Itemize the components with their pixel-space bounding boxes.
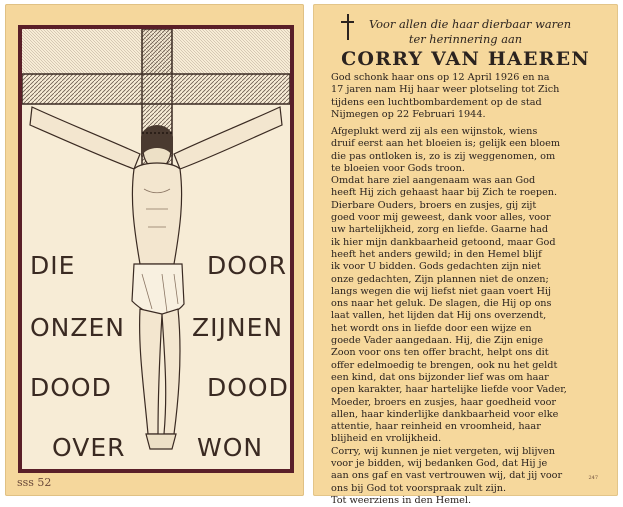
motto-word: OVER — [52, 433, 126, 462]
text-line: uw hartelijkheid, zorg en liefde. Gaarne had — [331, 224, 549, 236]
left-arm — [30, 107, 140, 169]
text-line: blijheid en vrolijkheid. — [331, 433, 442, 445]
text-line: heeft het anders gewild; in den Hemel blijf — [331, 248, 542, 260]
text-line: langs wegen die wij liefst niet gaan voert Hij — [331, 285, 551, 297]
text-line: ik hier mijn dankbaarheid getoond, maar God — [331, 236, 556, 248]
text-line: Tot weerziens in den Hemel. — [331, 494, 472, 506]
text-line: te bloeien voor Gods troon. — [331, 162, 465, 174]
text-line: aan ons gaf en vast vertrouwen wij, dat jij voor — [331, 470, 563, 482]
text-line: ons bij God tot voorspraak zult zijn. — [331, 482, 507, 494]
text-line: voor je bidden, wij bedanken God, dat Hij je — [331, 458, 548, 470]
text-line: Moeder, broers en zusjes, haar goedheid voor — [331, 396, 557, 408]
text-line: Dierbare Ouders, broers en zusjes, gij zijt — [331, 199, 537, 211]
text-line: allen, haar kinderlijke dankbaarheid voor elke — [331, 408, 559, 420]
text-line: onze gedachten, Zijn plannen niet de onzen; — [331, 273, 549, 285]
text-line: 17 jaren nam Hij haar weer plotseling tot Zich — [331, 84, 560, 96]
text-line: druif eerst aan het bloeien is; gelijk een bloem — [331, 138, 561, 150]
dedication-line: Voor allen die haar dierbaar waren — [369, 17, 572, 31]
life-dates-paragraph — [331, 72, 606, 121]
picture-frame — [18, 25, 294, 473]
text-line: ik voor U bidden. Gods gedachten zijn niet — [331, 261, 541, 273]
motto-word: DIE — [30, 251, 76, 280]
crucifix-illustration — [22, 29, 290, 469]
text-line: God schonk haar ons op 12 April 1926 en na — [331, 72, 550, 83]
print-code: sss 52 — [17, 476, 52, 489]
torso — [132, 163, 181, 264]
text-line: het wordt ons in liefde door een wijze en — [331, 322, 532, 334]
right-arm — [174, 107, 282, 169]
text-line: open karakter, haar hartelijke liefde voor Vader, — [331, 384, 567, 396]
text-line: Nijmegen op 22 Februari 1944. — [331, 108, 486, 120]
text-line: een kind, dat ons bijzonder lief was om haar — [331, 371, 549, 383]
text-line: goede Vader aangedaan. Hij, die Zijn enige — [331, 335, 544, 347]
deceased-name: CORRY VAN HAEREN — [341, 48, 590, 70]
text-line: attentie, haar reinheid en vroomheid, haar — [331, 421, 541, 433]
text-line: tijdens een luchtbombardement op de stad — [331, 96, 542, 108]
text-line: heeft Hij zich gehaast haar bij Zich te roepen. — [331, 187, 558, 199]
motto-word: DOOR — [207, 251, 287, 280]
text-line: offer edelmoedig te brengen, ook nu het geldt — [331, 359, 558, 371]
left-leg — [140, 309, 162, 434]
motto-word: WON — [197, 433, 264, 462]
prayer-card-front — [5, 4, 304, 496]
prayer-card-back — [313, 4, 618, 506]
printer-reference: 247 — [588, 475, 598, 481]
feet — [146, 434, 176, 449]
text-line: Omdat hare ziel aangenaam was aan God — [331, 175, 536, 187]
text-line: Zoon voor ons ten offer bracht, helpt ons dit — [331, 347, 549, 359]
text-line: Afgeplukt werd zij als een wijnstok, wiens — [331, 126, 538, 137]
motto-word: DOOD — [30, 373, 112, 402]
motto-word: ZIJNEN — [192, 313, 284, 342]
text-line: die pas ontloken is, zo is zij weggenomen, om — [331, 150, 556, 162]
text-line: Corry, wij kunnen je niet vergeten, wij blijven — [331, 445, 555, 457]
cross-horizontal-beam — [22, 74, 290, 104]
right-leg — [162, 309, 180, 434]
text-line: goed voor mij geweest, dank voor alles, voor — [331, 212, 551, 224]
memorial-text — [331, 126, 606, 507]
motto-word: DOOD — [207, 373, 289, 402]
text-line: laat vallen, het lijden dat Hij ons overzendt, — [331, 310, 547, 322]
text-line: ons naar het geluk. De slagen, die Hij op ons — [331, 298, 552, 310]
motto-word: ONZEN — [30, 313, 126, 342]
crucifix-drawing — [22, 29, 290, 469]
dedication-line: ter herinnering aan — [408, 32, 523, 46]
